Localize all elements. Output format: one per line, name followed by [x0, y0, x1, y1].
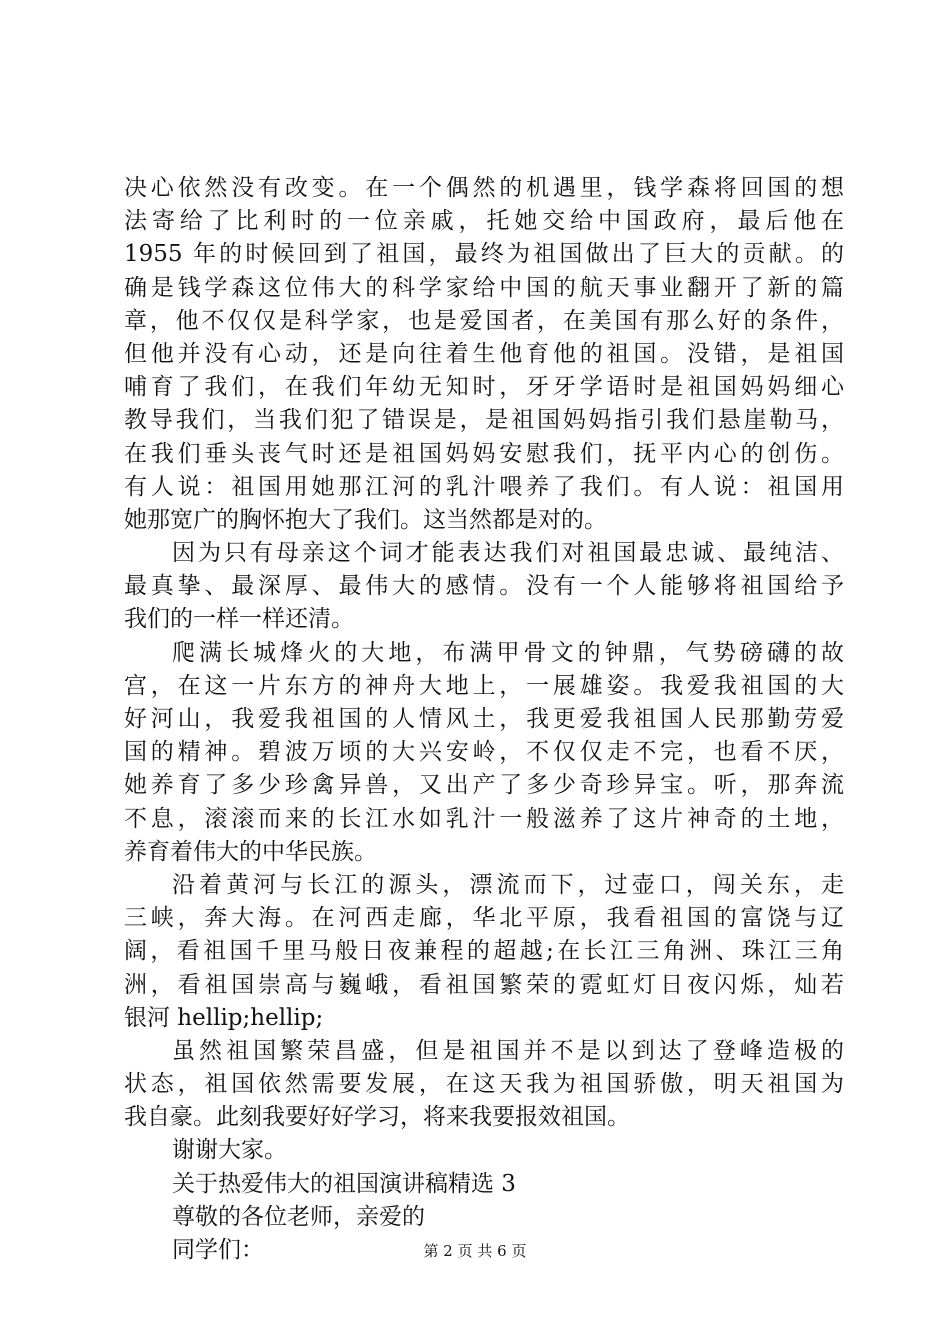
- text-line: 虽然祖国繁荣昌盛，但是祖国并不是以到达了登峰造极的: [172, 1037, 844, 1064]
- text-line: 在我们垂头丧气时还是祖国妈妈安慰我们，抚平内心的创伤。: [124, 440, 844, 467]
- text-line: 国的精神。碧波万顷的大兴安岭，不仅仅走不完，也看不厌，: [124, 739, 844, 766]
- paragraph-p7: [124, 1168, 844, 1201]
- text-line: 关于热爱伟大的祖国演讲稿精选 3: [172, 1170, 516, 1197]
- text-line: 养育着伟大的中华民族。: [124, 838, 377, 865]
- paragraph-p2: [124, 537, 844, 637]
- paragraph-p8: [124, 1201, 844, 1234]
- text-line: 洲，看祖国崇高与巍峨，看祖国繁荣的霓虹灯日夜闪烁，灿若: [124, 971, 844, 998]
- paragraph-p4: [124, 869, 844, 1035]
- paragraph-p5: [124, 1035, 844, 1135]
- text-line: 法寄给了比利时的一位亲戚，托她交给中国政府，最后他在: [124, 208, 844, 235]
- text-line: 不息，滚滚而来的长江水如乳汁一般滋养了这片神奇的土地，: [124, 805, 844, 832]
- text-line: 银河 hellip;hellip;: [124, 1004, 324, 1031]
- text-line: 沿着黄河与长江的源头，漂流而下，过壶口，闯关东，走: [172, 871, 844, 898]
- text-line: 尊敬的各位老师，亲爱的: [172, 1203, 425, 1230]
- text-line: 她那宽广的胸怀抱大了我们。这当然都是对的。: [124, 506, 607, 533]
- text-line: 状态，祖国依然需要发展，在这天我为祖国骄傲，明天祖国为: [124, 1071, 844, 1098]
- page-footer: 第 2 页 共 6 页: [423, 1242, 527, 1260]
- text-line: 我们的一样一样还清。: [124, 606, 354, 633]
- text-line: 哺育了我们，在我们年幼无知时，牙牙学语时是祖国妈妈细心: [124, 374, 844, 401]
- text-line: 确是钱学森这位伟大的科学家给中国的航天事业翻开了新的篇: [124, 274, 844, 301]
- text-line: 我自豪。此刻我要好好学习，将来我要报效祖国。: [124, 1104, 630, 1131]
- text-line: 她养育了多少珍禽异兽，又出产了多少奇珍异宝。听，那奔流: [124, 772, 844, 799]
- text-line: 三峡，奔大海。在河西走廊，华北平原，我看祖国的富饶与辽: [124, 905, 844, 932]
- text-line: 有人说：祖国用她那江河的乳汁喂养了我们。有人说：祖国用: [124, 473, 844, 500]
- text-line: 爬满长城烽火的大地，布满甲骨文的钟鼎，气势磅礴的故: [172, 639, 844, 666]
- document-body: [124, 172, 844, 1267]
- text-line: 但他并没有心动，还是向往着生他育他的祖国。没错，是祖国: [124, 340, 844, 367]
- paragraph-p6: [124, 1134, 844, 1167]
- paragraph-p1: [124, 172, 844, 537]
- text-line: 好河山，我爱我祖国的人情风土，我更爱我祖国人民那勤劳爱: [124, 706, 844, 732]
- text-line: 阔，看祖国千里马般日夜兼程的超越;在长江三角洲、珠江三角: [124, 938, 844, 965]
- text-line: 因为只有母亲这个词才能表达我们对祖国最忠诚、最纯洁、: [172, 540, 844, 567]
- text-line: 教导我们，当我们犯了错误是，是祖国妈妈指引我们悬崖勒马，: [124, 407, 844, 434]
- text-line: 决心依然没有改变。在一个偶然的机遇里，钱学森将回国的想: [124, 175, 844, 201]
- text-line: 宫，在这一片东方的神舟大地上，一展雄姿。我爱我祖国的大: [124, 672, 844, 699]
- paragraph-p3: [124, 637, 844, 869]
- text-line: 章，他不仅仅是科学家，也是爱国者，在美国有那么好的条件，: [124, 307, 844, 334]
- text-line: 最真挚、最深厚、最伟大的感情。没有一个人能够将祖国给予: [124, 573, 844, 600]
- text-line: 同学们：: [172, 1237, 264, 1263]
- text-line: 谢谢大家。: [172, 1137, 287, 1164]
- text-line: 1955 年的时候回到了祖国，最终为祖国做出了巨大的贡献。的: [124, 241, 844, 268]
